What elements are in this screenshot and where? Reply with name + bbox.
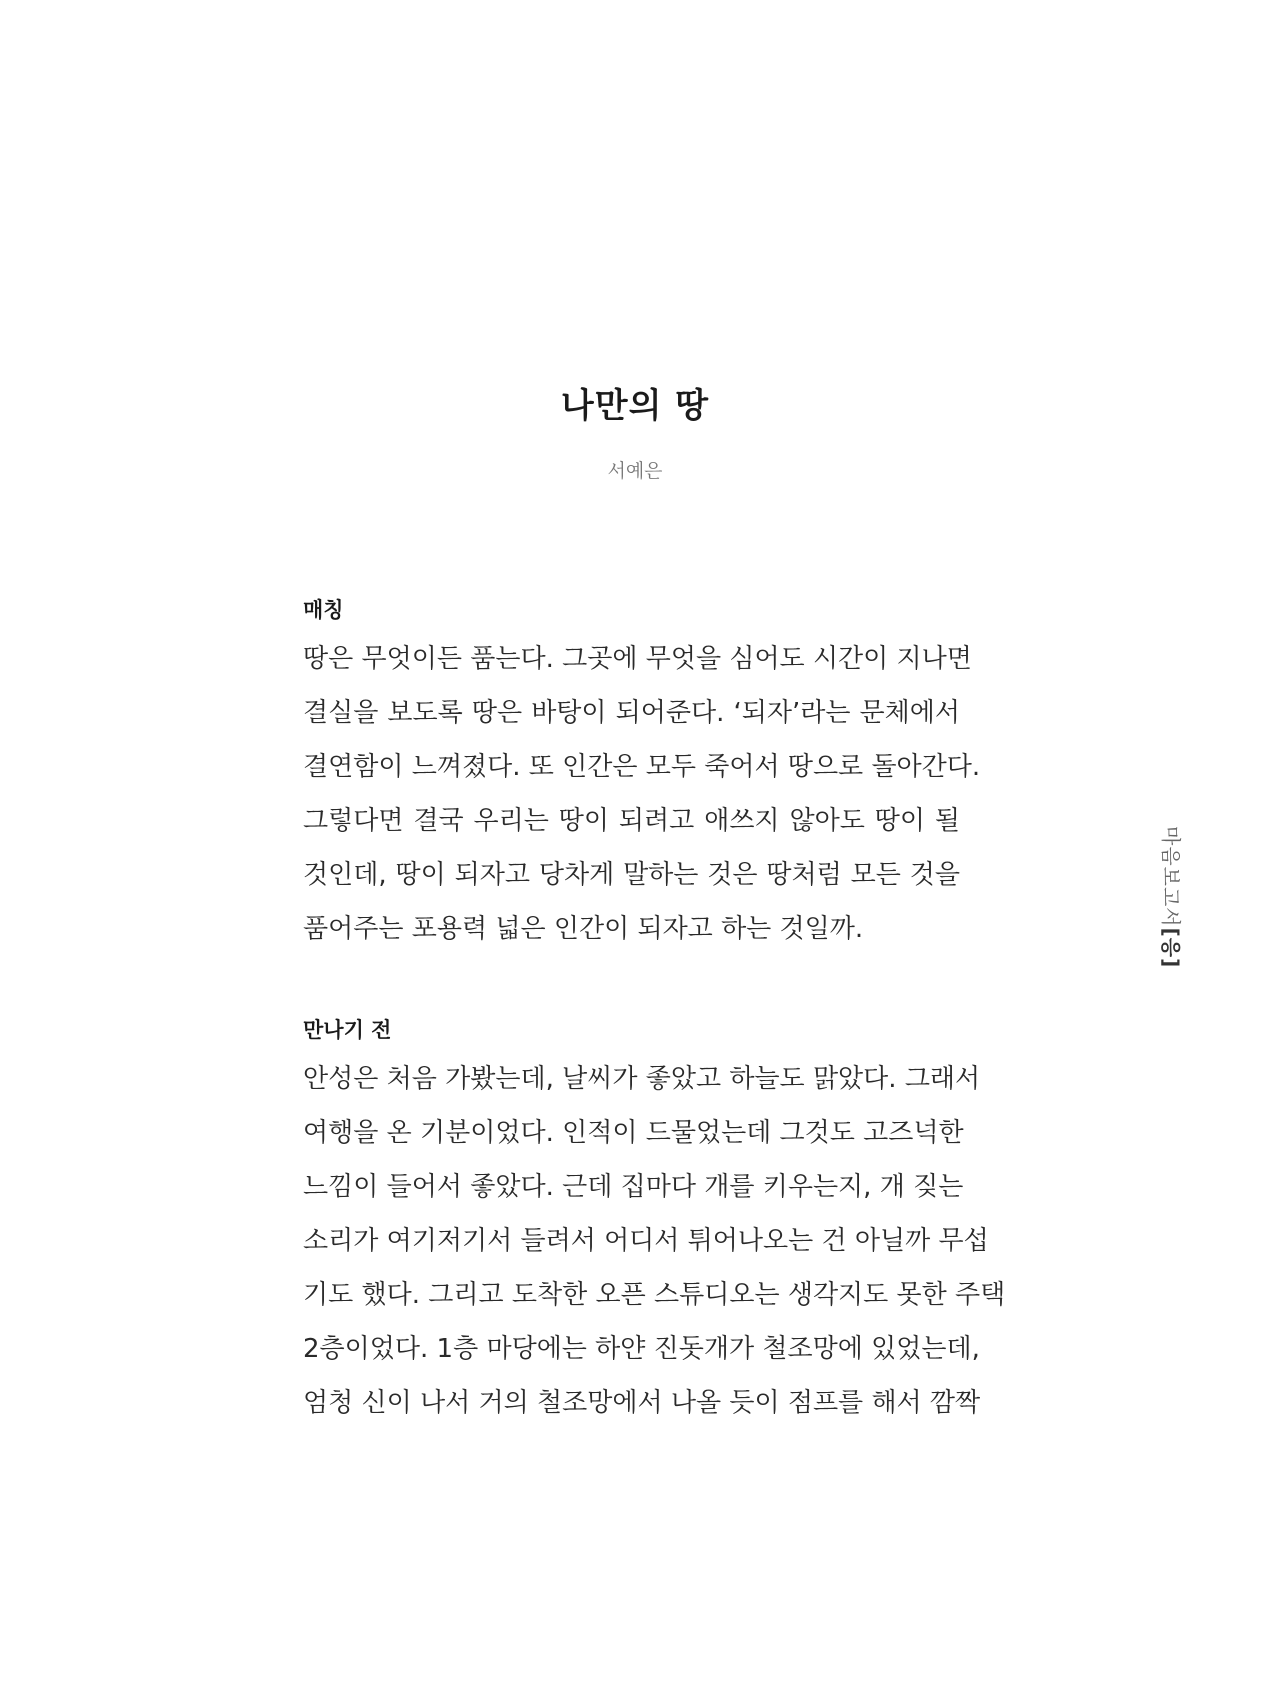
author-name: 서예은 xyxy=(607,460,663,482)
side-label-tag: [응] xyxy=(1159,927,1183,969)
side-section-label xyxy=(1158,826,1187,968)
body-line: 땅은 무엇이든 품는다. 그곳에 무엇을 심어도 시간이 지나면 xyxy=(303,644,972,674)
body-line: 2층이었다. 1층 마당에는 하얀 진돗개가 철조망에 있었는데, xyxy=(303,1334,980,1364)
body-line: 여행을 온 기분이었다. 인적이 드물었는데 그것도 고즈넉한 xyxy=(303,1118,964,1148)
section-before-meeting xyxy=(303,1008,1006,1430)
body-line: 엄청 신이 나서 거의 철조망에서 나올 듯이 점프를 해서 깜짝 xyxy=(303,1388,981,1418)
body-line: 소리가 여기저기서 들려서 어디서 튀어나오는 건 아닐까 무섭 xyxy=(303,1226,989,1256)
section-heading: 매칭 xyxy=(303,598,344,622)
body-line: 그렇다면 결국 우리는 땅이 되려고 애쓰지 않아도 땅이 될 xyxy=(303,806,960,836)
body-line: 결연함이 느껴졌다. 또 인간은 모두 죽어서 땅으로 돌아간다. xyxy=(303,752,981,782)
page-title: 나만의 땅 xyxy=(560,386,710,426)
body-line: 느낌이 들어서 좋았다. 근데 집마다 개를 키우는지, 개 짖는 xyxy=(303,1172,964,1202)
body-line: 품어주는 포용력 넓은 인간이 되자고 하는 것일까. xyxy=(303,914,864,944)
section-matching xyxy=(303,588,981,956)
body-line: 기도 했다. 그리고 도착한 오픈 스튜디오는 생각지도 못한 주택 xyxy=(303,1280,1006,1310)
body-line: 것인데, 땅이 되자고 당차게 말하는 것은 땅처럼 모든 것을 xyxy=(303,860,960,890)
section-heading: 만나기 전 xyxy=(303,1018,392,1042)
body-line: 안성은 처음 가봤는데, 날씨가 좋았고 하늘도 맑았다. 그래서 xyxy=(303,1064,981,1094)
body-line: 결실을 보도록 땅은 바탕이 되어준다. ‘되자’라는 문체에서 xyxy=(303,698,960,728)
side-label-text: 마음보고서 xyxy=(1159,826,1183,928)
